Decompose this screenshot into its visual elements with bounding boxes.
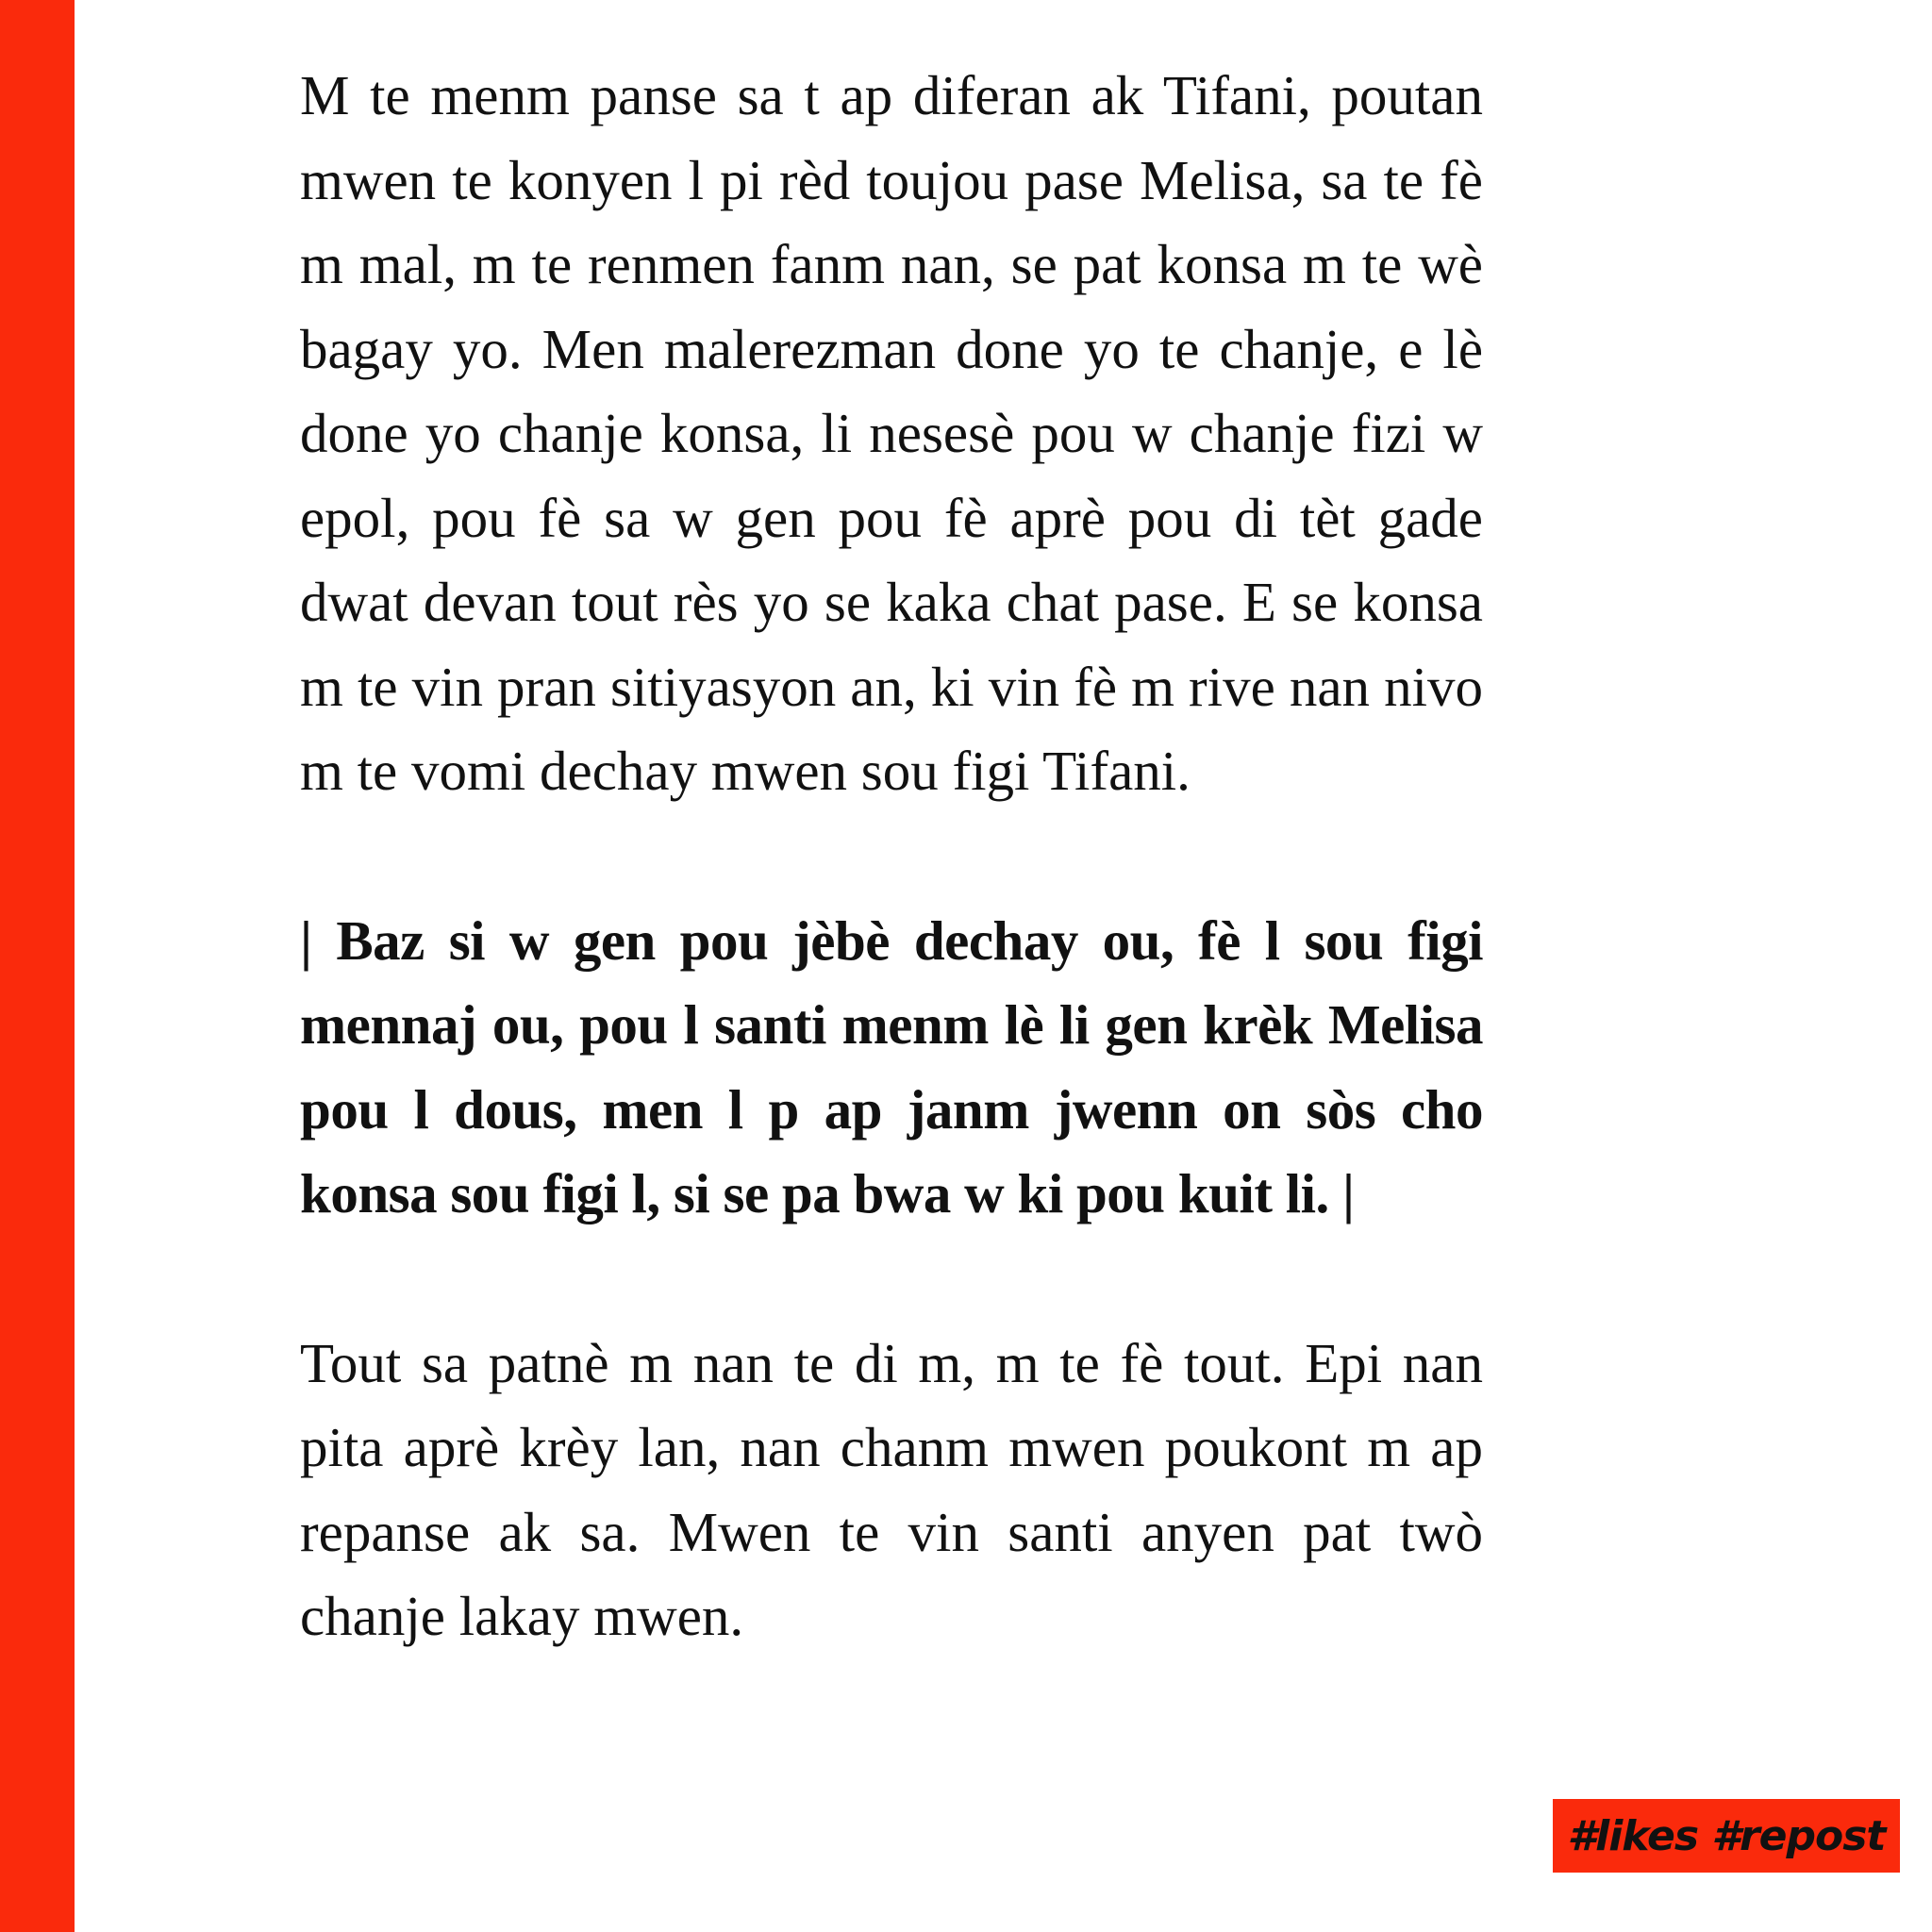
hashtag-badge (1553, 1799, 1900, 1873)
left-accent-bar (0, 0, 75, 1932)
paragraph-spacer (300, 1237, 1483, 1322)
story-content (300, 54, 1483, 1659)
story-quote: | Baz si w gen pou jèbè dechay ou, fè l sou figi mennaj ou, pou l santi menm lè li gen krèk Melisa pou l dous, men l p ap janm jwenn on sòs cho konsa sou figi l, si se pa bwa w ki pou kuit li. | (300, 908, 1483, 1224)
paragraph-spacer (300, 814, 1483, 899)
story-paragraph-1: M te menm panse sa t ap diferan ak Tifani, poutan mwen te konyen l pi rèd toujou pase Melisa, sa te fè m mal, m te renmen fanm nan, se pat konsa m te wè bagay yo. Men malerezman done yo te chanje, e lè done yo chanje konsa, li nesesè pou w chanje fizi w epol, pou fè sa w gen pou fè aprè pou di tèt gade dwat devan tout rès yo se kaka chat pase. E se konsa m te vin pran sitiyasyon an, ki vin fè m rive nan nivo m te vomi dechay mwen sou figi Tifani. (300, 64, 1483, 802)
story-paragraph-2: Tout sa patnè m nan te di m, m te fè tout. Epi nan pita aprè krèy lan, nan chanm mwen poukont m ap repanse ak sa. Mwen te vin santi anyen pat twò chanje lakay mwen. (300, 1331, 1483, 1647)
hashtag-label: #likes #repost (1567, 1811, 1886, 1860)
